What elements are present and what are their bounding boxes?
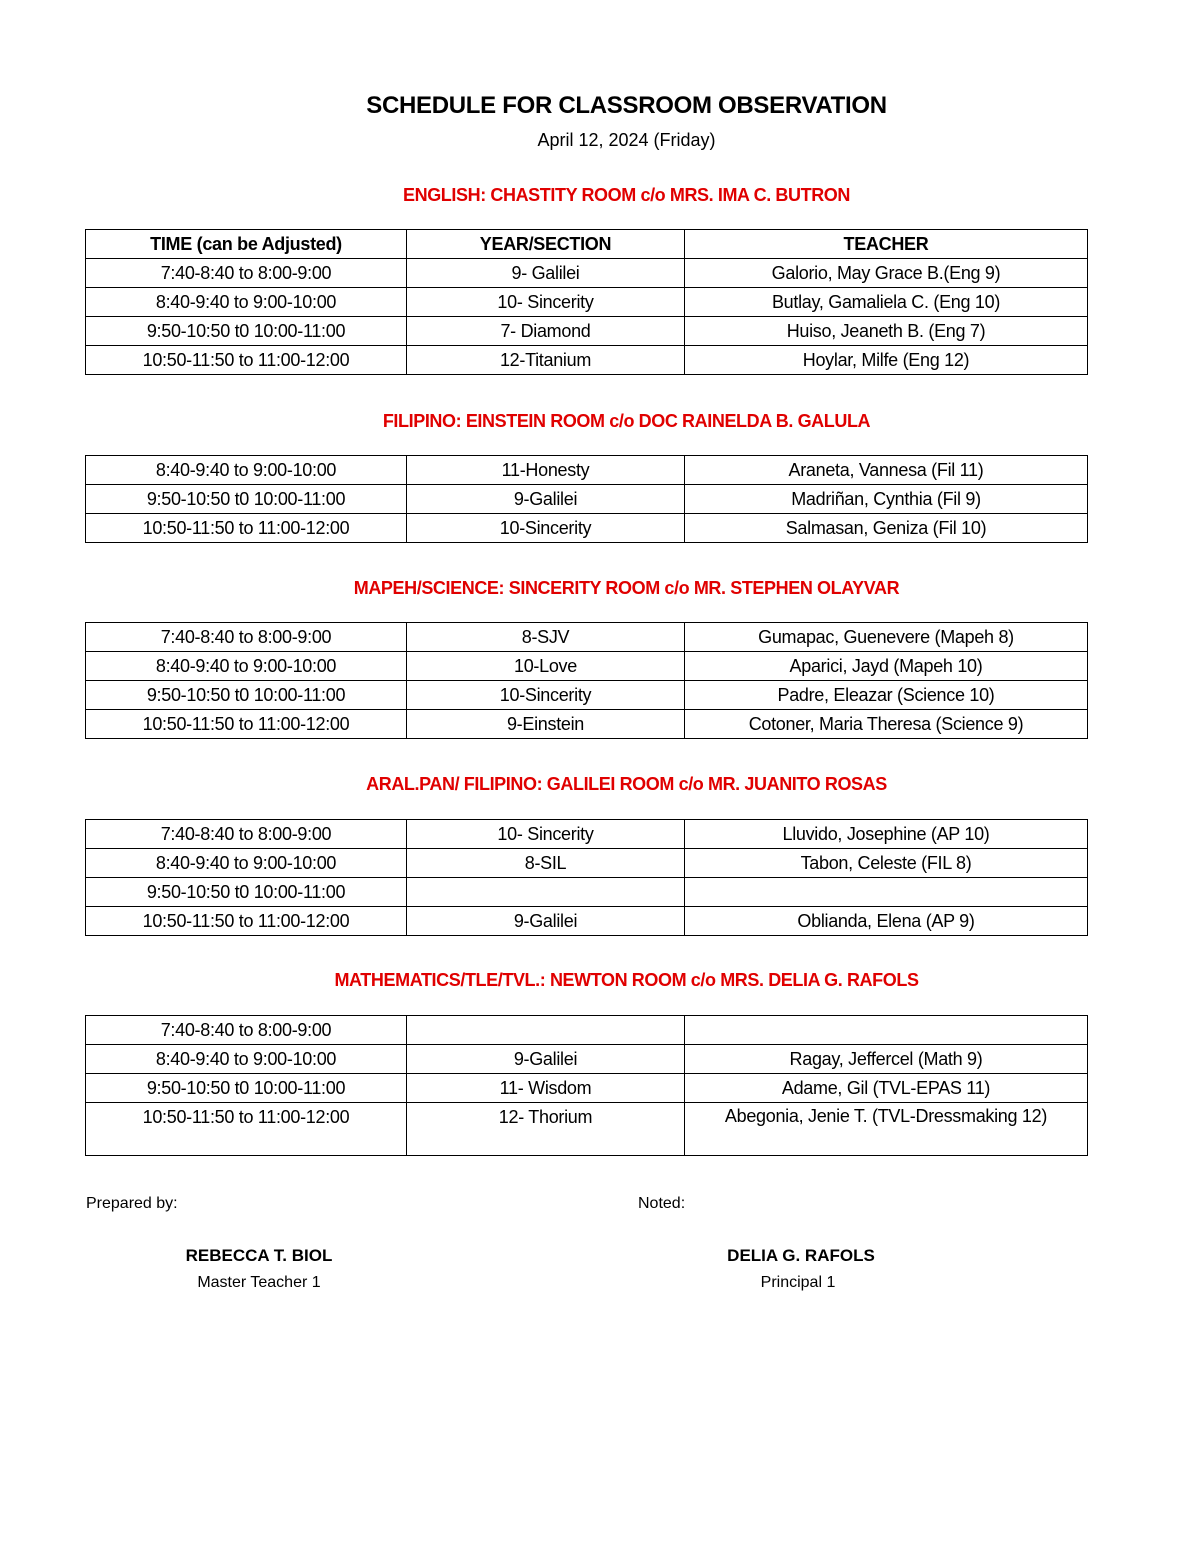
teacher-cell: Butlay, Gamaliela C. (Eng 10) bbox=[685, 288, 1088, 317]
teacher-cell: Madriñan, Cynthia (Fil 9) bbox=[685, 485, 1088, 514]
table-row bbox=[86, 907, 1088, 936]
teacher-cell: Araneta, Vannesa (Fil 11) bbox=[685, 456, 1088, 485]
table-row bbox=[86, 820, 1088, 849]
schedule-table-aralpan-filipino bbox=[85, 819, 1088, 936]
time-cell: 8:40-9:40 to 9:00-10:00 bbox=[86, 456, 407, 485]
table-row bbox=[86, 456, 1088, 485]
header-year-section: YEAR/SECTION bbox=[407, 230, 685, 259]
section-title-filipino: FILIPINO: EINSTEIN ROOM c/o DOC RAINELDA B. GALULA bbox=[382, 411, 871, 431]
table-row bbox=[86, 681, 1088, 710]
noted-label: Noted: bbox=[638, 1195, 686, 1212]
time-cell: 8:40-9:40 to 9:00-10:00 bbox=[86, 652, 407, 681]
teacher-cell bbox=[685, 1016, 1088, 1045]
table-row bbox=[86, 514, 1088, 543]
teacher-cell bbox=[685, 878, 1088, 907]
teacher-cell: Gumapac, Guenevere (Mapeh 8) bbox=[685, 623, 1088, 652]
time-cell: 8:40-9:40 to 9:00-10:00 bbox=[86, 288, 407, 317]
table-row bbox=[86, 878, 1088, 907]
document-date: April 12, 2024 (Friday) bbox=[537, 130, 716, 150]
time-cell: 7:40-8:40 to 8:00-9:00 bbox=[86, 623, 407, 652]
section-title-aralpan-filipino: ARAL.PAN/ FILIPINO: GALILEI ROOM c/o MR. JUANITO ROSAS bbox=[366, 774, 887, 794]
time-cell: 7:40-8:40 to 8:00-9:00 bbox=[86, 259, 407, 288]
time-cell: 10:50-11:50 to 11:00-12:00 bbox=[86, 1103, 407, 1156]
table-row bbox=[86, 710, 1088, 739]
teacher-cell: Cotoner, Maria Theresa (Science 9) bbox=[685, 710, 1088, 739]
teacher-cell: Tabon, Celeste (FIL 8) bbox=[685, 849, 1088, 878]
time-cell: 9:50-10:50 t0 10:00-11:00 bbox=[86, 485, 407, 514]
time-cell: 9:50-10:50 t0 10:00-11:00 bbox=[86, 1074, 407, 1103]
table-row bbox=[86, 849, 1088, 878]
schedule-table-filipino bbox=[85, 455, 1088, 543]
section-cell: 9-Galilei bbox=[407, 1045, 685, 1074]
teacher-cell: Galorio, May Grace B.(Eng 9) bbox=[685, 259, 1088, 288]
schedule-table-math-tle-tvl bbox=[85, 1015, 1088, 1156]
section-cell: 12- Thorium bbox=[407, 1103, 685, 1156]
section-title-math-tle-tvl: MATHEMATICS/TLE/TVL.: NEWTON ROOM c/o MRS. DELIA G. RAFOLS bbox=[334, 970, 919, 990]
time-cell: 9:50-10:50 t0 10:00-11:00 bbox=[86, 317, 407, 346]
section-cell: 9-Galilei bbox=[407, 485, 685, 514]
table-row bbox=[86, 1074, 1088, 1103]
teacher-cell: Oblianda, Elena (AP 9) bbox=[685, 907, 1088, 936]
time-cell: 7:40-8:40 to 8:00-9:00 bbox=[86, 1016, 407, 1045]
schedule-table-mapeh-science bbox=[85, 622, 1088, 739]
section-cell: 11- Wisdom bbox=[407, 1074, 685, 1103]
time-cell: 7:40-8:40 to 8:00-9:00 bbox=[86, 820, 407, 849]
header-teacher: TEACHER bbox=[685, 230, 1088, 259]
time-cell: 8:40-9:40 to 9:00-10:00 bbox=[86, 849, 407, 878]
time-cell: 9:50-10:50 t0 10:00-11:00 bbox=[86, 878, 407, 907]
section-cell: 10- Sincerity bbox=[407, 288, 685, 317]
header-time: TIME (can be Adjusted) bbox=[86, 230, 407, 259]
section-cell: 12-Titanium bbox=[407, 346, 685, 375]
section-cell: 8-SIL bbox=[407, 849, 685, 878]
section-cell: 9-Galilei bbox=[407, 907, 685, 936]
table-row bbox=[86, 652, 1088, 681]
teacher-cell: Ragay, Jeffercel (Math 9) bbox=[685, 1045, 1088, 1074]
section-cell: 7- Diamond bbox=[407, 317, 685, 346]
section-cell: 10- Sincerity bbox=[407, 820, 685, 849]
noted-by-name: DELIA G. RAFOLS bbox=[727, 1246, 875, 1265]
prepared-by-role: Master Teacher 1 bbox=[197, 1274, 321, 1291]
time-cell: 10:50-11:50 to 11:00-12:00 bbox=[86, 907, 407, 936]
table-row bbox=[86, 1103, 1088, 1156]
time-cell: 10:50-11:50 to 11:00-12:00 bbox=[86, 346, 407, 375]
section-cell: 8-SJV bbox=[407, 623, 685, 652]
table-row bbox=[86, 288, 1088, 317]
section-cell: 9-Einstein bbox=[407, 710, 685, 739]
time-cell: 8:40-9:40 to 9:00-10:00 bbox=[86, 1045, 407, 1074]
section-title-english: ENGLISH: CHASTITY ROOM c/o MRS. IMA C. BUTRON bbox=[402, 185, 850, 205]
table-row bbox=[86, 1045, 1088, 1074]
time-cell: 9:50-10:50 t0 10:00-11:00 bbox=[86, 681, 407, 710]
table-row bbox=[86, 485, 1088, 514]
section-cell: 11-Honesty bbox=[407, 456, 685, 485]
schedule-table-english bbox=[85, 229, 1088, 375]
section-cell: 10-Sincerity bbox=[407, 681, 685, 710]
time-cell: 10:50-11:50 to 11:00-12:00 bbox=[86, 514, 407, 543]
table-row bbox=[86, 317, 1088, 346]
noted-by-role: Principal 1 bbox=[760, 1274, 836, 1291]
table-row bbox=[86, 1016, 1088, 1045]
teacher-cell: Lluvido, Josephine (AP 10) bbox=[685, 820, 1088, 849]
teacher-cell: Adame, Gil (TVL-EPAS 11) bbox=[685, 1074, 1088, 1103]
document-title: SCHEDULE FOR CLASSROOM OBSERVATION bbox=[366, 92, 887, 119]
table-row bbox=[86, 623, 1088, 652]
teacher-cell: Aparici, Jayd (Mapeh 10) bbox=[685, 652, 1088, 681]
table-header-row bbox=[86, 230, 1088, 259]
section-cell: 10-Love bbox=[407, 652, 685, 681]
section-cell: 9- Galilei bbox=[407, 259, 685, 288]
teacher-cell: Abegonia, Jenie T. (TVL-Dressmaking 12) bbox=[685, 1103, 1088, 1156]
teacher-cell: Hoylar, Milfe (Eng 12) bbox=[685, 346, 1088, 375]
prepared-by-name: REBECCA T. BIOL bbox=[185, 1246, 333, 1265]
table-row bbox=[86, 259, 1088, 288]
section-cell bbox=[407, 878, 685, 907]
table-row bbox=[86, 346, 1088, 375]
section-cell: 10-Sincerity bbox=[407, 514, 685, 543]
section-cell bbox=[407, 1016, 685, 1045]
teacher-cell: Padre, Eleazar (Science 10) bbox=[685, 681, 1088, 710]
teacher-cell: Huiso, Jeaneth B. (Eng 7) bbox=[685, 317, 1088, 346]
prepared-by-label: Prepared by: bbox=[86, 1195, 178, 1212]
section-title-mapeh-science: MAPEH/SCIENCE: SINCERITY ROOM c/o MR. STEPHEN OLAYVAR bbox=[353, 578, 900, 598]
time-cell: 10:50-11:50 to 11:00-12:00 bbox=[86, 710, 407, 739]
teacher-cell: Salmasan, Geniza (Fil 10) bbox=[685, 514, 1088, 543]
